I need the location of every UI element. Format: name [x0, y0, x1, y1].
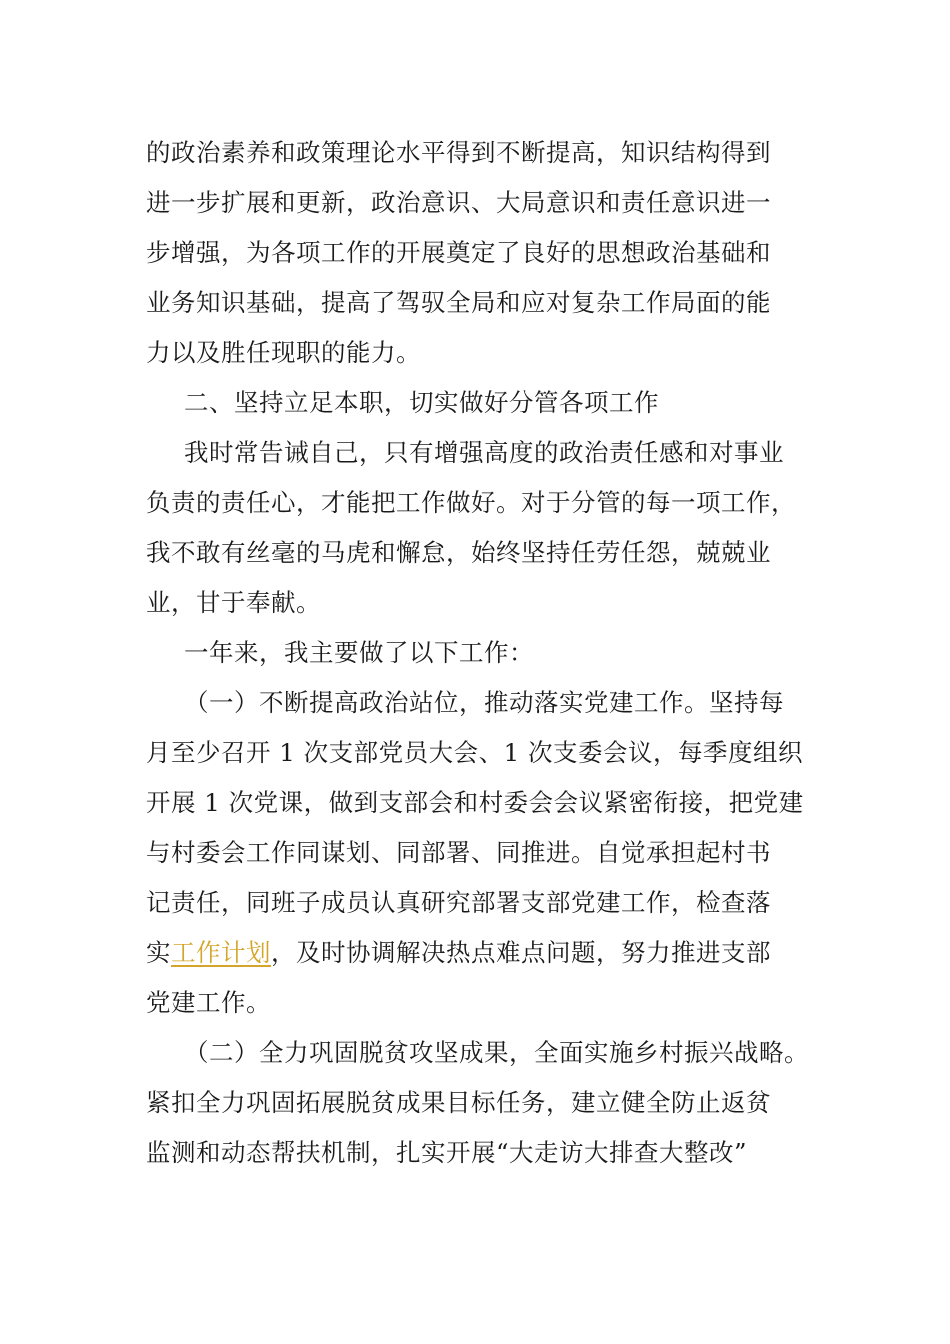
work-plan-link[interactable]: 工作计划: [171, 938, 271, 967]
section-heading: 二、坚持立足本职，切实做好分管各项工作: [184, 388, 659, 417]
body-line: 我不敢有丝毫的马虎和懈怠，始终坚持任劳任怨，兢兢业: [146, 538, 771, 567]
body-line: 业务知识基础，提高了驾驭全局和应对复杂工作局面的能: [146, 288, 771, 317]
body-line: 月至少召开 1 次支部党员大会、1 次支委会议，每季度组织: [146, 738, 804, 767]
body-line: 的政治素养和政策理论水平得到不断提高，知识结构得到: [146, 138, 771, 167]
body-line: 我时常告诫自己，只有增强高度的政治责任感和对事业: [184, 438, 784, 467]
body-line: 开展 1 次党课，做到支部会和村委会会议紧密衔接，把党建: [146, 788, 804, 817]
link-line-after: ，及时协调解决热点难点问题，努力推进支部: [271, 938, 771, 967]
body-line: 业，甘于奉献。: [146, 588, 321, 617]
body-line: 进一步扩展和更新，政治意识、大局意识和责任意识进一: [146, 188, 771, 217]
document-body: [146, 128, 826, 1178]
subsection-line: （一）不断提高政治站位，推动落实党建工作。坚持每: [184, 688, 784, 717]
body-line: 步增强，为各项工作的开展奠定了良好的思想政治基础和: [146, 238, 771, 267]
subsection-line: （二）全力巩固脱贫攻坚成果，全面实施乡村振兴战略。: [184, 1038, 809, 1067]
body-line: 一年来，我主要做了以下工作：: [184, 638, 534, 667]
body-line-with-link: [146, 928, 826, 978]
body-line: 力以及胜任现职的能力。: [146, 338, 421, 367]
body-line: 党建工作。: [146, 988, 271, 1017]
body-line: 与村委会工作同谋划、同部署、同推进。自觉承担起村书: [146, 838, 771, 867]
body-line: 负责的责任心，才能把工作做好。对于分管的每一项工作，: [146, 488, 796, 517]
link-line-before: 实: [146, 938, 171, 967]
body-line: 紧扣全力巩固拓展脱贫成果目标任务，建立健全防止返贫: [146, 1088, 771, 1117]
body-line: 记责任，同班子成员认真研究部署支部党建工作，检查落: [146, 888, 771, 917]
body-line: 监测和动态帮扶机制，扎实开展“大走访大排查大整改”: [146, 1138, 748, 1167]
